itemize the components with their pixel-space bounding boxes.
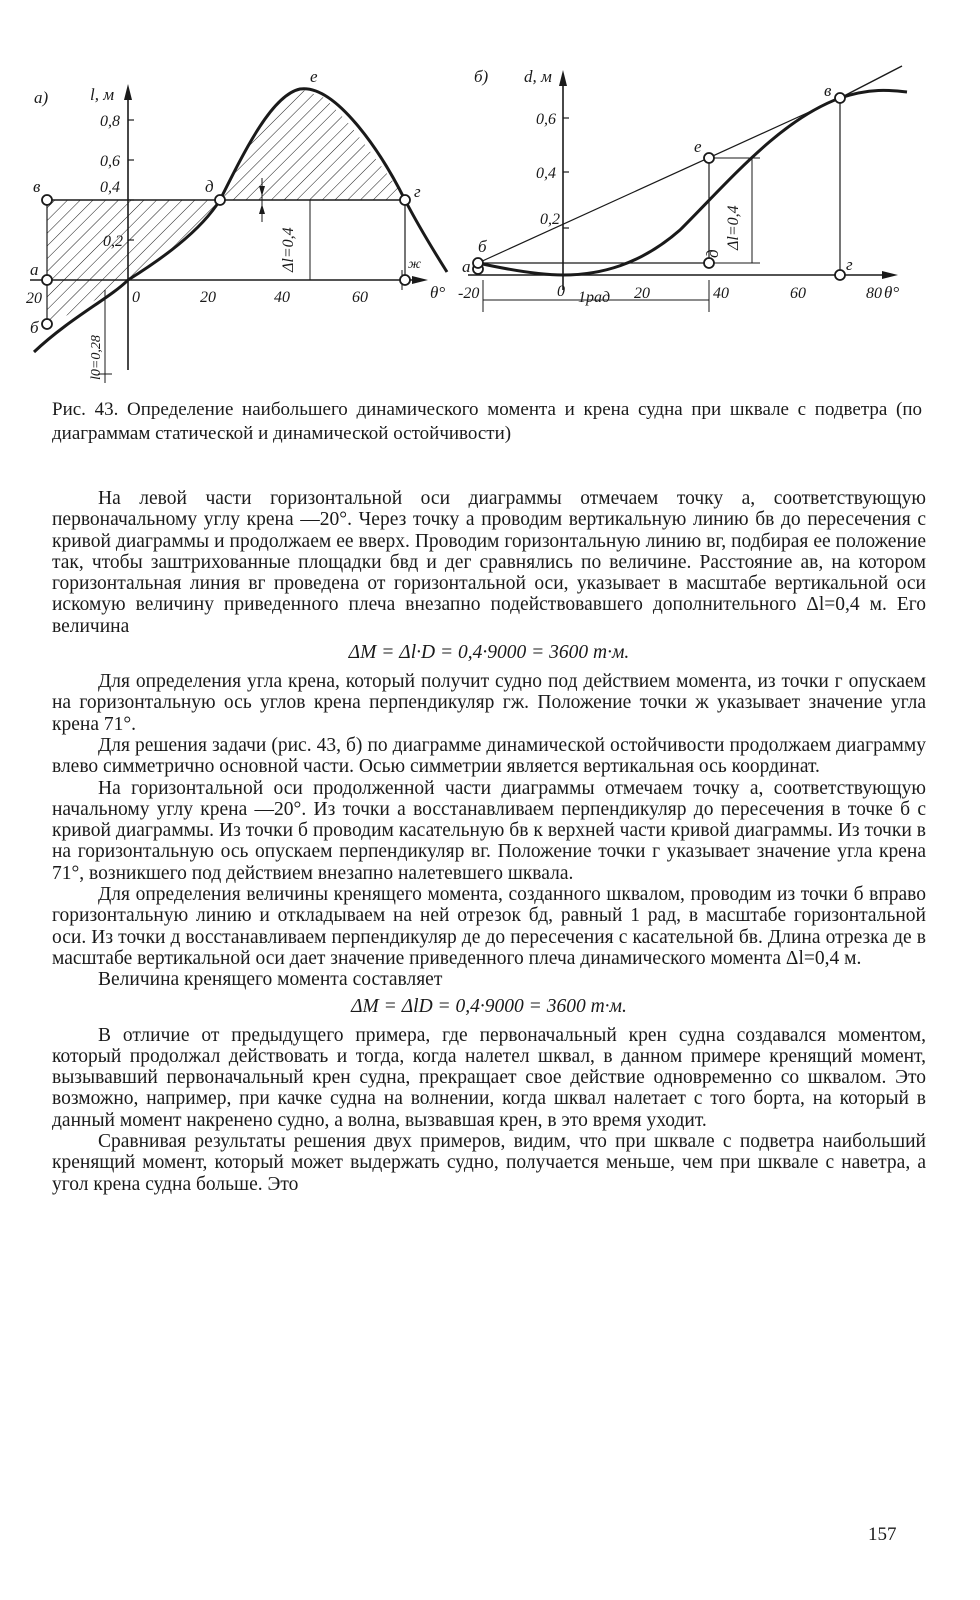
left-point-label-v: в bbox=[33, 177, 41, 196]
tangent-bv bbox=[478, 98, 840, 263]
left-point-label-zh: ж bbox=[408, 257, 422, 272]
point-zh-left bbox=[400, 275, 410, 285]
right-x-axis-label: θ° bbox=[884, 283, 900, 302]
paragraph: На горизонтальной оси продолженной части диаграммы отмечаем точку а, соответствующую начальному углу крена —20°. Из точки а восстанавливаем перпендикуляр до пересечения в точке б с кривой диаграммы. Из точки б проводим касательную бв к верхней части кривой диаграммы. Из точки в на горизонтальную ось опускаем перпендикуляр вг. Положение точки г указывает значение угла крена 71°, возникшего под действием внезапно налетевшего шквала. bbox=[52, 777, 926, 884]
paragraph: На левой части горизонтальной оси диаграммы отмечаем точку а, соответствующую первоначальному углу крена —20°. Через точку а проводим вертикальную линию бв до пересечения с кривой диаграммы и продолжаем ее вверх. Проводим горизонтальную линию вг, подбирая ее положение так, чтобы заштрихованные площадки бвд и дег сравнялись по величине. Расстояние ав, на котором горизонтальная линия вг проведена от горизонтальной оси, указывает в масштабе вертикальной оси искомую величину приведенного плеча внезапно подействовавшего дополнительного Δl=0,4 м. Его величина bbox=[52, 488, 926, 637]
point-v-right bbox=[835, 93, 845, 103]
figure-caption: Рис. 43. Определение наибольшего динамического момента и крена судна при шквале с подветра (по диаграммам статической и динамической остойчивости) bbox=[52, 399, 922, 444]
figure-43 bbox=[0, 0, 980, 400]
paragraph: Величина кренящего момента составляет bbox=[98, 969, 443, 991]
left-y-axis-label: l, м bbox=[90, 85, 115, 104]
right-point-label-a: а bbox=[462, 257, 471, 276]
point-d-right bbox=[704, 258, 714, 268]
point-v-left bbox=[42, 195, 52, 205]
paragraph: В отличие от предыдущего примера, где первоначальный крен судна создавался моментом, который продолжал действовать и тогда, когда налетел шквал, в данном примере кренящий момент, вызывавший первоначальный крен судна, прекращает свое действие одновременно со шквалом. Это возможно, например, при качке судна на волнении, когда шквал налетает с того борта, на который в данный момент накренено судно, а волна, вызвавшая крен, в это время уходит. bbox=[52, 1024, 926, 1131]
body-text bbox=[52, 488, 926, 1195]
point-e-right bbox=[704, 153, 714, 163]
formula: ΔM = Δl·D = 0,4·9000 = 3600 т·м. bbox=[348, 642, 630, 664]
right-x-tick: -20 bbox=[458, 285, 480, 302]
point-b-right bbox=[473, 258, 483, 268]
right-y-tick: 0,6 bbox=[536, 111, 556, 128]
left-y-tick: 0,6 bbox=[100, 153, 120, 170]
right-x-tick: 0 bbox=[557, 283, 565, 300]
right-x-tick: 40 bbox=[713, 285, 729, 302]
left-x-tick: 40 bbox=[274, 289, 290, 306]
left-panel-label: а) bbox=[34, 88, 49, 107]
left-point-label-d: д bbox=[205, 177, 214, 196]
right-y-axis-label: d, м bbox=[524, 67, 552, 86]
right-y-tick: 0,4 bbox=[536, 165, 556, 182]
paragraph: Для определения величины кренящего момента, созданного шквалом, проводим из точки б вправо горизонтальную линию и откладываем на ней отрезок бд, равный 1 рад, в масштабе горизонтальной оси. Из точки д восстанавливаем перпендикуляр де до пересечения с касательной бв. Длина отрезка де в масштабе вертикальной оси дает значение приведенного плеча динамического момента Δl=0,4 м. bbox=[52, 884, 926, 969]
right-x-arrow bbox=[882, 271, 898, 279]
point-d-left bbox=[215, 195, 225, 205]
right-panel-label: б) bbox=[474, 67, 489, 86]
right-rad-label: 1рад bbox=[578, 289, 611, 306]
right-x-tick: 60 bbox=[790, 285, 806, 302]
left-l0-label: l0=0,28 bbox=[89, 335, 104, 380]
right-delta-l-label: Δl=0,4 bbox=[725, 205, 742, 250]
point-g-left bbox=[400, 195, 410, 205]
right-x-tick: 80 bbox=[866, 285, 882, 302]
left-x-tick: 20 bbox=[26, 290, 42, 307]
right-point-label-g: г bbox=[846, 255, 853, 274]
left-point-label-a: а bbox=[30, 260, 39, 279]
curve-extension bbox=[840, 66, 902, 98]
right-point-label-v: в bbox=[824, 81, 832, 100]
formula: ΔM = ΔlD = 0,4·9000 = 3600 т·м. bbox=[351, 995, 627, 1017]
paragraph: Для решения задачи (рис. 43, б) по диаграмме динамической остойчивости продолжаем диаграмму влево симметрично основной части. Осью симметрии является вертикальная ось координат. bbox=[52, 734, 926, 778]
left-y-arrow bbox=[124, 84, 132, 100]
point-g-right bbox=[835, 270, 845, 280]
left-x-tick: 0 bbox=[132, 289, 140, 306]
left-x-tick: 20 bbox=[200, 289, 216, 306]
left-x-tick: 60 bbox=[352, 289, 368, 306]
right-y-arrow bbox=[559, 70, 567, 86]
right-point-label-e: е bbox=[694, 137, 702, 156]
paragraph: Для определения угла крена, который получит судно под действием момента, из точки г опускаем на горизонтальную ось углов крена перпендикуляр гж. Положение точки ж указывает значение угла крена 71°. bbox=[52, 671, 926, 735]
left-x-axis-label: θ° bbox=[430, 283, 446, 302]
page-number: 157 bbox=[868, 1524, 897, 1545]
left-delta-l-label: Δl=0,4 bbox=[280, 227, 297, 272]
right-x-tick: 20 bbox=[634, 285, 650, 302]
left-y-tick: 0,4 bbox=[100, 179, 120, 196]
left-point-label-g: г bbox=[414, 182, 421, 201]
left-point-label-b: б bbox=[30, 318, 39, 337]
left-y-tick: 0,2 bbox=[103, 233, 123, 250]
right-panel bbox=[458, 66, 907, 312]
left-x-arrow bbox=[412, 276, 428, 284]
right-y-tick: 0,2 bbox=[540, 211, 560, 228]
left-y-tick: 0,8 bbox=[100, 113, 120, 130]
right-point-label-d: д bbox=[703, 249, 722, 258]
paragraph: Сравнивая результаты решения двух примеров, видим, что при шквале с подветра наибольший кренящий момент, который может выдержать судно, получается меньше, чем при шквале с наветра, а угол крена судна больше. Это bbox=[52, 1131, 926, 1195]
left-panel bbox=[26, 67, 447, 383]
right-point-label-b: б bbox=[478, 237, 487, 256]
point-a-left bbox=[42, 275, 52, 285]
left-point-label-e: е bbox=[310, 67, 318, 86]
point-b-left bbox=[42, 319, 52, 329]
